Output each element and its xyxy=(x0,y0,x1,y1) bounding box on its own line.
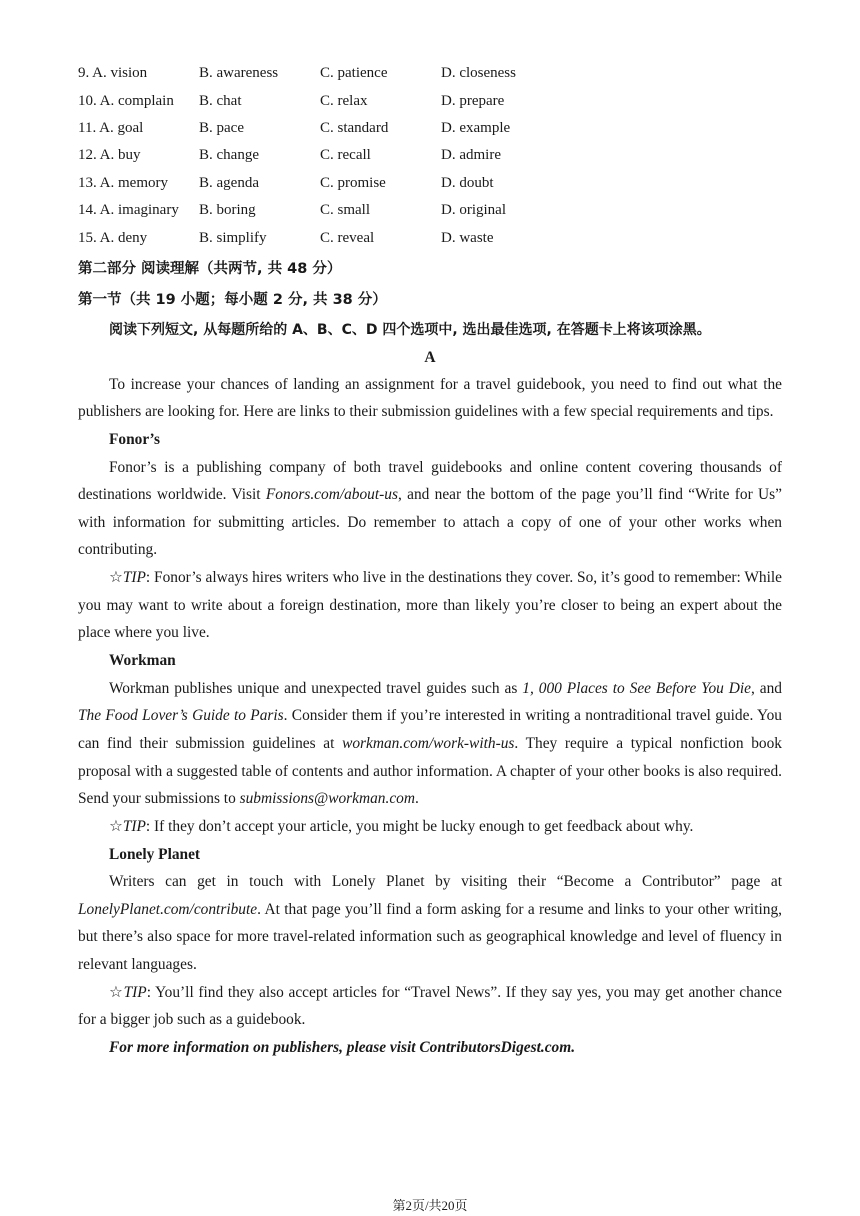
option-row xyxy=(78,142,782,169)
star-icon: ☆ xyxy=(109,817,123,835)
workman-tip: ☆TIP: If they don’t accept your article, you might be lucky enough to get feedback about why. xyxy=(109,817,694,835)
workman-paragraph: Workman publishes unique and unexpected travel guides such as 1, 000 Places to See Before You Die, and The Food Lover’s Guide to Paris. Consider them if you’re interested in writing a nontraditional travel guide. You can find their submission guidelines at workman.com/work-with-us. They require a typical nonfiction book proposal with a suggested table of contents and author information. A chapter of your other books is also required. Send your submissions to submissions@workman.com. xyxy=(78,679,783,808)
book-title: 1, 000 Places to See Before You Die xyxy=(522,679,751,697)
option-a: 13. A. memory xyxy=(78,174,168,191)
star-icon: ☆ xyxy=(109,568,123,586)
fonors-tip: ☆TIP: Fonor’s always hires writers who live in the destinations they cover. So, it’s good to remember: While you may want to write about a foreign destination, more than likely you’re closer to being an expert about the place where you live. xyxy=(78,568,782,642)
option-b: B. awareness xyxy=(199,65,279,82)
option-b: B. simplify xyxy=(199,229,267,246)
workman-heading: Workman xyxy=(109,652,176,670)
workman-link: workman.com/work-with-us xyxy=(342,735,515,753)
option-d: D. doubt xyxy=(441,174,494,191)
lonely-planet-heading: Lonely Planet xyxy=(109,845,201,863)
fonors-paragraph: Fonor’s is a publishing company of both travel guidebooks and online content covering thousands of destinations worldwide. Visit Fonors.com/about-us, and near the bottom of the page you’ll find “Write for Us” with information for submitting articles. Do remember to attach a copy of one of your other works when contributing. xyxy=(78,458,782,559)
option-a: 15. A. deny xyxy=(78,229,148,246)
option-row xyxy=(78,60,782,87)
book-title: The Food Lover’s Guide to Paris xyxy=(78,707,284,725)
option-a: 12. A. buy xyxy=(78,147,141,164)
option-c: C. patience xyxy=(320,65,388,82)
option-row xyxy=(78,197,782,224)
passage-letter: A xyxy=(424,348,436,366)
option-d: D. original xyxy=(441,202,506,219)
option-d: D. waste xyxy=(441,229,494,246)
option-a: 9. A. vision xyxy=(78,65,148,82)
option-d: D. admire xyxy=(441,147,501,164)
fonors-link: Fonors.com/about-us xyxy=(265,486,398,504)
closing-note: For more information on publishers, please visit ContributorsDigest.com. xyxy=(109,1039,576,1057)
lonely-planet-paragraph: Writers can get in touch with Lonely Planet by visiting their “Become a Contributor” page at LonelyPlanet.com/contribute. At that page you’ll find a form asking for a resume and links to your other writing, but there’s also space for more travel-related information such as geographical knowledge and level of fluency in relevant languages. xyxy=(78,873,782,974)
section-one-heading: 第一节（共 19 小题；每小题 2 分, 共 38 分） xyxy=(78,291,387,308)
tip-label: TIP xyxy=(122,817,146,835)
option-row xyxy=(78,115,782,142)
option-b: B. agenda xyxy=(199,174,259,191)
option-row xyxy=(78,170,782,197)
tip-label: TIP xyxy=(122,568,146,586)
option-c: C. recall xyxy=(320,147,371,164)
option-c: C. relax xyxy=(320,92,368,109)
page-footer: 第2页/共20页 xyxy=(392,1198,468,1213)
option-a: 11. A. goal xyxy=(78,119,144,136)
option-a: 10. A. complain xyxy=(78,92,174,109)
option-b: B. boring xyxy=(199,202,256,219)
lonely-planet-tip: ☆TIP: You’ll find they also accept articles for “Travel News”. If they say yes, you may get another chance for a bigger job such as a guidebook. xyxy=(78,983,782,1029)
tip-label: TIP xyxy=(123,983,147,1001)
option-b: B. pace xyxy=(199,119,244,136)
option-d: D. prepare xyxy=(441,92,505,109)
option-row xyxy=(78,87,782,114)
fonors-heading: Fonor’s xyxy=(109,430,161,448)
option-c: C. promise xyxy=(320,174,386,191)
part-two-heading: 第二部分 阅读理解（共两节, 共 48 分） xyxy=(78,260,342,277)
intro-paragraph: To increase your chances of landing an assignment for a travel guidebook, you need to find out what the publishers are looking for. Here are links to their submission guidelines with a few special requirements and tips. xyxy=(78,375,782,421)
answer-options-list xyxy=(78,60,782,252)
option-c: C. reveal xyxy=(320,229,375,246)
option-c: C. small xyxy=(320,202,371,219)
option-b: B. change xyxy=(199,147,259,164)
star-icon: ☆ xyxy=(109,983,124,1001)
page-content xyxy=(78,60,782,1062)
workman-email: submissions@workman.com xyxy=(239,790,415,808)
option-a: 14. A. imaginary xyxy=(78,202,179,219)
reading-instruction: 阅读下列短文, 从每题所给的 A、B、C、D 四个选项中, 选出最佳选项, 在答题卡上将该项涂黑。 xyxy=(109,322,711,339)
lonely-planet-link: LonelyPlanet.com/contribute xyxy=(78,900,258,918)
option-c: C. standard xyxy=(320,119,389,136)
option-b: B. chat xyxy=(199,92,242,109)
option-row xyxy=(78,224,782,251)
option-d: D. example xyxy=(441,119,511,136)
option-d: D. closeness xyxy=(441,65,516,82)
